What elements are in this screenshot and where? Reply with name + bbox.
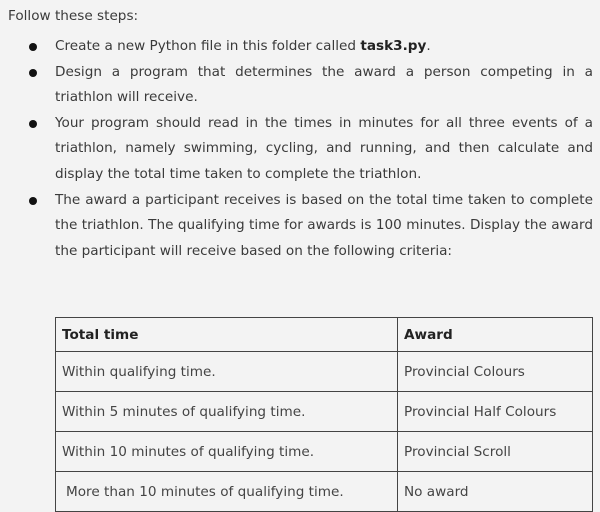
award-cell: Provincial Colours xyxy=(398,352,593,392)
step-4-text: The award a participant receives is based on the total time taken to complete the triathlon. The qualifying time for awards is 100 minutes. Display the award the participant will receive based on the following criteria: xyxy=(55,191,593,259)
total-time-cell: Within 10 minutes of qualifying time. xyxy=(56,432,398,472)
total-time-cell: More than 10 minutes of qualifying time. xyxy=(56,472,398,512)
header-award: Award xyxy=(398,318,593,352)
table-header-row xyxy=(56,318,593,352)
award-cell: No award xyxy=(398,472,593,512)
step-item-read-times xyxy=(0,111,600,188)
steps-list xyxy=(0,34,600,264)
step-1-end: . xyxy=(426,38,431,54)
step-item-create-file xyxy=(0,34,600,60)
step-item-design-program xyxy=(0,60,600,111)
step-1-text: Create a new Python file in this folder called xyxy=(55,38,361,54)
award-cell: Provincial Scroll xyxy=(398,432,593,472)
step-1-filename: task3.py xyxy=(360,38,427,54)
intro-text: Follow these steps: xyxy=(8,8,139,24)
step-2-text: Design a program that determines the award a person competing in a triathlon will receive. xyxy=(55,63,593,106)
header-total-time: Total time xyxy=(56,318,398,352)
bullet-icon xyxy=(29,69,37,77)
table-row xyxy=(56,472,593,512)
table-row xyxy=(56,392,593,432)
table-row xyxy=(56,432,593,472)
bullet-icon xyxy=(29,120,37,128)
award-cell: Provincial Half Colours xyxy=(398,392,593,432)
step-3-text: Your program should read in the times in minutes for all three events of a triathlon, namely swimming, cycling, and running, and then calculate and display the total time taken to complete the triathlon. xyxy=(55,114,593,182)
step-item-award-criteria xyxy=(0,188,600,265)
bullet-icon xyxy=(29,197,37,205)
total-time-cell: Within qualifying time. xyxy=(56,352,398,392)
bullet-icon xyxy=(29,43,37,51)
total-time-cell: Within 5 minutes of qualifying time. xyxy=(56,392,398,432)
table-row xyxy=(56,352,593,392)
award-criteria-table xyxy=(55,317,593,512)
